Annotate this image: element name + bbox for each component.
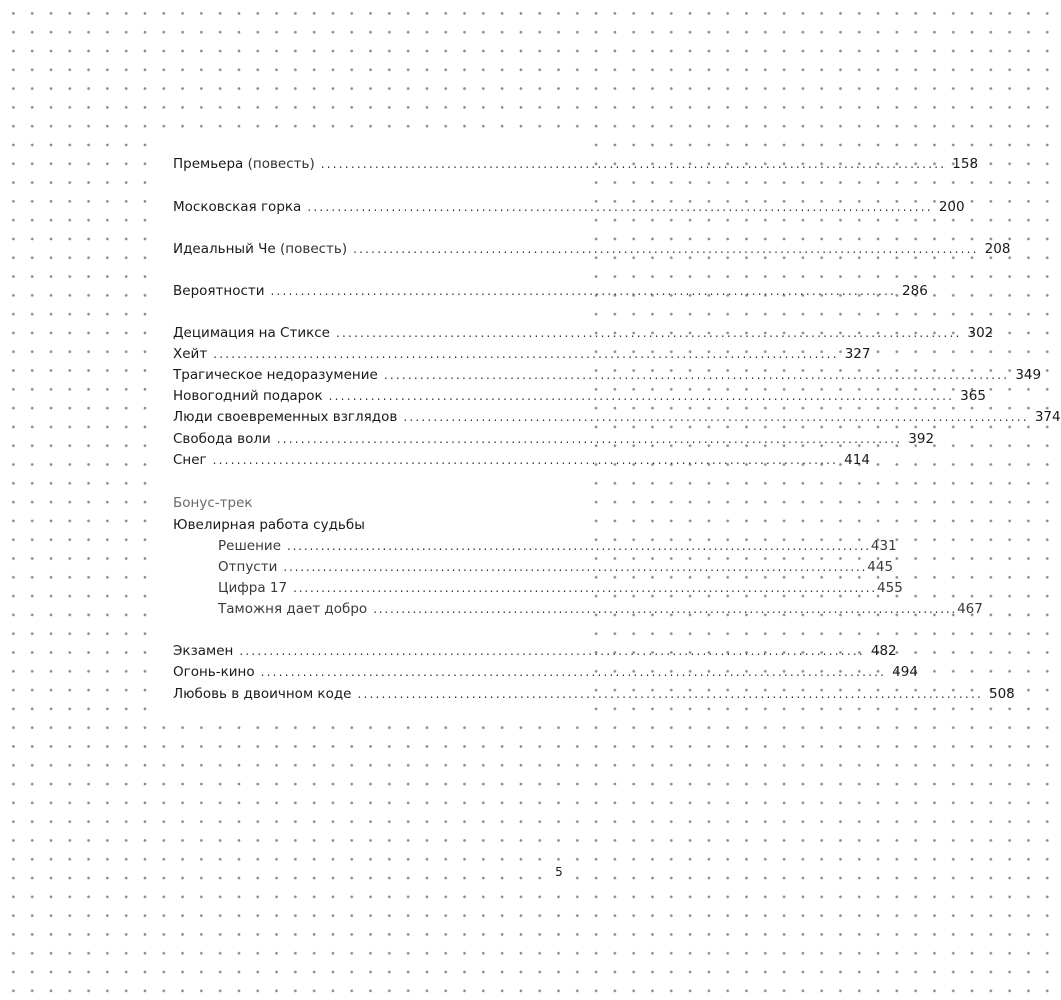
entry-page: 365 xyxy=(960,388,986,404)
dot-leader: ........................................................................................................ xyxy=(328,389,955,403)
entry-note: (повесть) xyxy=(280,241,348,257)
entry-page: 200 xyxy=(938,199,965,215)
toc-subentry[interactable] xyxy=(218,535,897,557)
table-of-contents xyxy=(155,140,1061,720)
entry-title: Экзамен xyxy=(173,643,234,659)
dot-leader: ........................................................................................................ xyxy=(373,602,958,616)
toc-subentry[interactable] xyxy=(218,598,983,620)
entry-page: 508 xyxy=(988,686,1015,702)
entry-title: Любовь в двоичном коде xyxy=(173,686,352,702)
entry-page: 494 xyxy=(892,664,918,680)
entry-title: Таможня дает добро xyxy=(218,601,368,617)
entry-note: (повесть) xyxy=(247,156,315,172)
toc-entry[interactable] xyxy=(173,153,979,175)
entry-page: 455 xyxy=(877,580,903,596)
dot-leader: ........................................................................................................ xyxy=(239,644,865,658)
toc-subentry[interactable] xyxy=(218,577,903,599)
entry-title: Огонь-кино xyxy=(173,664,255,680)
dot-leader: ........................................................................................................ xyxy=(260,665,887,679)
entry-page: 349 xyxy=(1015,367,1042,383)
toc-entry[interactable] xyxy=(173,449,870,471)
entry-page: 431 xyxy=(870,538,897,554)
entry-title: Хейт xyxy=(173,346,208,362)
toc-entry[interactable] xyxy=(173,661,918,683)
entry-title: Премьера (повесть) xyxy=(173,156,315,172)
dot-leader: ........................................................................................................ xyxy=(335,326,962,340)
dot-leader: ........................................................................................................ xyxy=(293,581,878,595)
dot-leader: ........................................................................................................ xyxy=(353,242,979,256)
bonus-track-label: Бонус-трек xyxy=(173,495,253,511)
entry-page: 445 xyxy=(867,559,894,575)
entry-title: Цифра 17 xyxy=(218,580,288,596)
toc-entry[interactable] xyxy=(173,343,871,365)
entry-title: Отпусти xyxy=(218,559,278,575)
dot-leader: ........................................................................................................ xyxy=(357,687,983,701)
entry-page: 374 xyxy=(1034,409,1061,425)
entry-title: Свобода воли xyxy=(173,431,271,447)
dot-leader: ........................................................................................................ xyxy=(276,432,903,446)
dot-leader: ........................................................................................................ xyxy=(383,368,1010,382)
toc-entry[interactable] xyxy=(173,322,994,344)
dot-leader: ........................................................................................................ xyxy=(213,347,839,361)
dot-leader: ........................................................................................................ xyxy=(287,539,871,553)
entry-page: 286 xyxy=(902,283,928,299)
toc-entry[interactable] xyxy=(173,280,928,302)
toc-entry[interactable] xyxy=(173,238,1011,260)
page-number: 5 xyxy=(548,862,570,882)
toc-entry[interactable] xyxy=(173,385,986,407)
toc-entry[interactable] xyxy=(173,196,965,218)
toc-entry[interactable] xyxy=(173,640,897,662)
entry-title: Идеальный Че (повесть) xyxy=(173,241,348,257)
toc-entry[interactable] xyxy=(173,364,1042,386)
entry-page: 327 xyxy=(844,346,871,362)
entry-title: Новогодний подарок xyxy=(173,388,323,404)
entry-page: 392 xyxy=(908,431,935,447)
dot-leader: ........................................................................................................ xyxy=(283,560,868,574)
dot-leader: ........................................................................................................ xyxy=(270,284,897,298)
entry-page: 414 xyxy=(844,452,870,468)
entry-page: 467 xyxy=(957,601,983,617)
dot-leader: ........................................................................................................ xyxy=(212,453,839,467)
toc-entry[interactable] xyxy=(173,406,1061,428)
toc-entry[interactable] xyxy=(173,428,935,450)
entry-page: 208 xyxy=(984,241,1011,257)
toc-subentry[interactable] xyxy=(218,556,894,578)
dot-leader: ........................................................................................................ xyxy=(403,410,1029,424)
entry-page: 158 xyxy=(952,156,979,172)
entry-title: Московская горка xyxy=(173,199,302,215)
bonus-collection-title: Ювелирная работа судьбы xyxy=(173,517,365,533)
dot-leader: ........................................................................................................ xyxy=(307,200,933,214)
entry-title: Снег xyxy=(173,452,207,468)
entry-title: Трагическое недоразумение xyxy=(173,367,378,383)
entry-page: 302 xyxy=(967,325,994,341)
dot-leader: ........................................................................................................ xyxy=(320,157,947,171)
entry-page: 482 xyxy=(870,643,897,659)
entry-title: Децимация на Стиксе xyxy=(173,325,330,341)
entry-title: Решение xyxy=(218,538,282,554)
toc-entry[interactable] xyxy=(173,683,1015,705)
entry-title: Вероятности xyxy=(173,283,265,299)
entry-title: Люди своевременных взглядов xyxy=(173,409,398,425)
